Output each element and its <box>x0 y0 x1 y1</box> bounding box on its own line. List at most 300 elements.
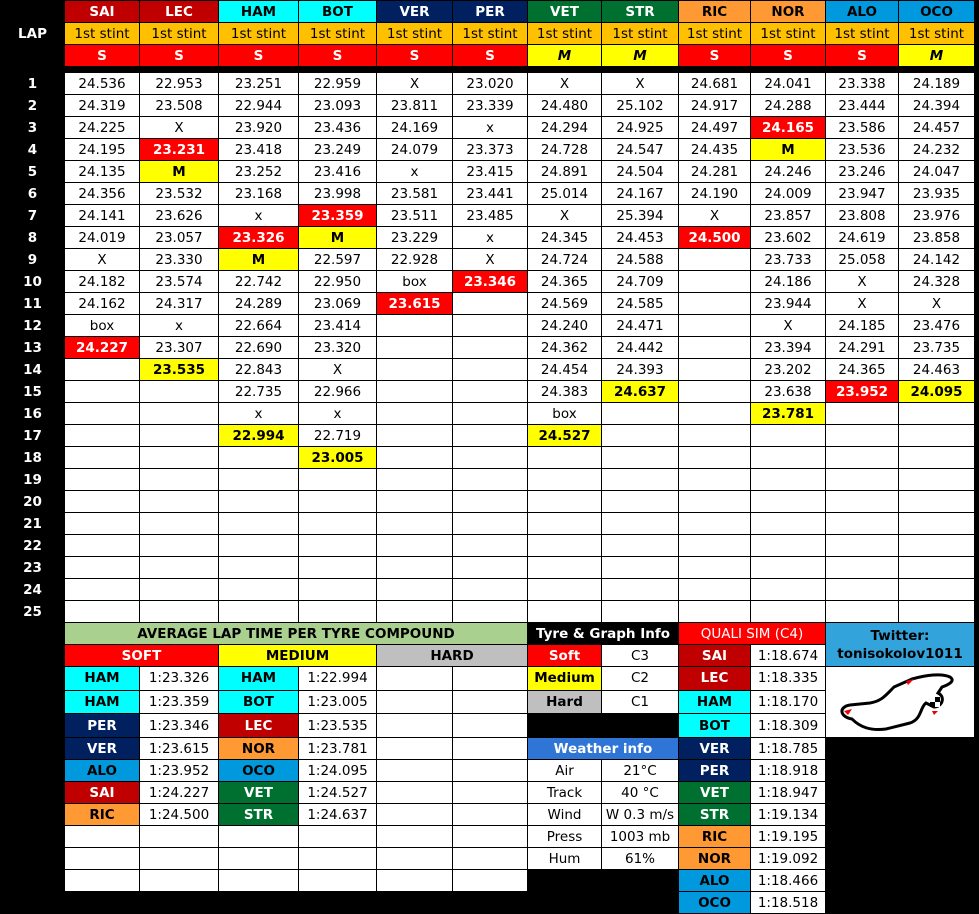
lap-time-cell: 24.547 <box>602 139 679 161</box>
lap-time-cell: 24.362 <box>528 337 602 359</box>
lap-time-cell <box>602 403 679 425</box>
lap-time-cell: 24.291 <box>826 337 899 359</box>
lap-time-cell <box>679 491 751 513</box>
lap-time-cell: X <box>528 205 602 227</box>
lap-time-cell: 24.135 <box>65 161 140 183</box>
driver-header: SAI <box>65 1 140 23</box>
lap-time-cell: 24.588 <box>602 249 679 271</box>
lap-number: 15 <box>1 381 65 403</box>
lap-time-cell <box>140 579 219 601</box>
lap-time-cell <box>377 579 453 601</box>
lap-time-cell: 23.781 <box>751 403 826 425</box>
circuit-map-icon <box>830 667 970 733</box>
avg-time: 1:23.781 <box>299 738 377 760</box>
lap-time-cell <box>377 601 453 623</box>
lap-row <box>1 381 975 403</box>
lap-time-cell: 24.435 <box>679 139 751 161</box>
driver-code: ALO <box>679 870 751 892</box>
lap-row <box>1 359 975 381</box>
lap-time-cell <box>679 513 751 535</box>
lap-time-cell <box>528 535 602 557</box>
lap-time-cell: 24.142 <box>899 249 975 271</box>
lap-time-cell: 24.724 <box>528 249 602 271</box>
weather-value: W 0.3 m/s <box>602 804 679 826</box>
lap-time-cell: 24.442 <box>602 337 679 359</box>
lap-time-cell: 24.165 <box>751 117 826 139</box>
lap-time-cell <box>602 601 679 623</box>
lap-time-cell <box>299 601 377 623</box>
lap-time-cell: x <box>377 161 453 183</box>
lap-time-cell: 23.020 <box>453 73 528 95</box>
lap-time-cell: 25.394 <box>602 205 679 227</box>
lap-time-cell: 25.102 <box>602 95 679 117</box>
lap-time-cell: 23.229 <box>377 227 453 249</box>
tyre-compound-badge: S <box>219 45 299 67</box>
lap-row <box>1 227 975 249</box>
lap-time-cell <box>826 447 899 469</box>
lap-time-cell: 23.508 <box>140 95 219 117</box>
lap-time-cell <box>299 491 377 513</box>
lap-time-cell <box>453 469 528 491</box>
lap-time-cell: 23.441 <box>453 183 528 205</box>
lap-time-cell <box>299 579 377 601</box>
lap-number: 16 <box>1 403 65 425</box>
lap-time-cell <box>377 513 453 535</box>
lap-time-cell: 23.057 <box>140 227 219 249</box>
lap-time-cell: X <box>140 117 219 139</box>
lap-time-cell: 24.289 <box>219 293 299 315</box>
lap-time-cell: 24.497 <box>679 117 751 139</box>
lap-time-cell <box>65 557 140 579</box>
lap-time-cell <box>826 513 899 535</box>
lap-time-cell <box>140 447 219 469</box>
lap-time-cell <box>899 469 975 491</box>
lap-time-cell <box>899 557 975 579</box>
driver-header: LEC <box>140 1 219 23</box>
lap-time-cell: 24.162 <box>65 293 140 315</box>
lap-time-cell: 23.416 <box>299 161 377 183</box>
lap-row <box>1 491 975 513</box>
lap-time-cell: 24.453 <box>602 227 679 249</box>
lap-number: 4 <box>1 139 65 161</box>
driver-code: BOT <box>679 714 751 738</box>
lap-number: 5 <box>1 161 65 183</box>
avg-time: 1:24.095 <box>299 760 377 782</box>
weather-value: 61% <box>602 848 679 870</box>
lap-number: 18 <box>1 447 65 469</box>
lap-time-cell <box>751 425 826 447</box>
driver-code: LEC <box>219 714 299 738</box>
quali-sim-title: QUALI SIM (C4) <box>679 623 826 645</box>
avg-time: 1:23.952 <box>140 760 219 782</box>
lap-time-cell: 24.527 <box>528 425 602 447</box>
lap-time-cell <box>377 359 453 381</box>
stint-label: 1st stint <box>377 23 453 45</box>
lap-time-cell <box>679 403 751 425</box>
avg-time: 1:23.346 <box>140 714 219 738</box>
lap-time-cell <box>453 491 528 513</box>
tyre-name: Hard <box>528 690 602 714</box>
lap-row <box>1 183 975 205</box>
lap-number: 1 <box>1 73 65 95</box>
lap-time-cell: 23.735 <box>899 337 975 359</box>
lap-time-cell <box>899 447 975 469</box>
lap-time-cell: 24.195 <box>65 139 140 161</box>
lap-time-cell <box>219 447 299 469</box>
quali-time: 1:18.518 <box>751 892 826 914</box>
lap-time-cell: 24.383 <box>528 381 602 403</box>
lap-time-cell <box>219 535 299 557</box>
lap-time-cell: 24.637 <box>602 381 679 403</box>
lap-time-cell <box>453 337 528 359</box>
lap-time-cell <box>219 491 299 513</box>
lap-time-cell: 23.251 <box>219 73 299 95</box>
lap-time-cell: 22.719 <box>299 425 377 447</box>
driver-code: HAM <box>219 667 299 691</box>
lap-time-cell: 23.414 <box>299 315 377 337</box>
lap-time-cell <box>453 293 528 315</box>
stint-label: 1st stint <box>826 23 899 45</box>
lap-time-cell <box>453 381 528 403</box>
tyre-compound-badge: S <box>299 45 377 67</box>
lap-row <box>1 139 975 161</box>
lap-row <box>1 601 975 623</box>
lap-time-cell <box>602 557 679 579</box>
lap-time-cell: 24.536 <box>65 73 140 95</box>
lap-time-cell: 23.581 <box>377 183 453 205</box>
lap-time-cell: 23.808 <box>826 205 899 227</box>
weather-label: Hum <box>528 848 602 870</box>
lap-time-cell <box>679 557 751 579</box>
lap-time-cell: 24.294 <box>528 117 602 139</box>
lap-time-cell: 23.415 <box>453 161 528 183</box>
lap-time-cell: 23.857 <box>751 205 826 227</box>
avg-time: 1:23.535 <box>299 714 377 738</box>
lap-column-header: LAP <box>1 1 65 67</box>
lap-time-cell: 24.585 <box>602 293 679 315</box>
lap-row <box>1 535 975 557</box>
lap-row <box>1 447 975 469</box>
lap-number: 19 <box>1 469 65 491</box>
lap-time-cell <box>299 513 377 535</box>
lap-time-cell <box>679 381 751 403</box>
soft-header: SOFT <box>65 645 219 667</box>
lap-time-cell <box>826 535 899 557</box>
lap-time-cell: 24.480 <box>528 95 602 117</box>
driver-code: VER <box>65 738 140 760</box>
lap-time-cell <box>528 557 602 579</box>
tyre-compound-badge: S <box>826 45 899 67</box>
lap-time-cell: box <box>528 403 602 425</box>
lap-time-cell: 23.418 <box>219 139 299 161</box>
lap-time-cell: x <box>219 403 299 425</box>
lap-time-cell: 22.953 <box>140 73 219 95</box>
driver-code: RIC <box>679 826 751 848</box>
lap-time-cell <box>140 601 219 623</box>
lap-time-cell: 23.535 <box>140 359 219 381</box>
lap-time-cell: 23.246 <box>826 161 899 183</box>
lap-time-cell <box>453 535 528 557</box>
stint-label: 1st stint <box>219 23 299 45</box>
lap-row <box>1 513 975 535</box>
lap-time-cell: 23.330 <box>140 249 219 271</box>
lap-time-cell <box>602 579 679 601</box>
lap-time-cell: 24.471 <box>602 315 679 337</box>
lap-time-cell <box>826 601 899 623</box>
lap-time-cell: 23.536 <box>826 139 899 161</box>
driver-header: VER <box>377 1 453 23</box>
tyre-name: Soft <box>528 645 602 667</box>
lap-time-cell <box>140 403 219 425</box>
lap-time-cell: 24.569 <box>528 293 602 315</box>
tyre-compound-badge: M <box>528 45 602 67</box>
lap-time-cell: X <box>679 205 751 227</box>
lap-time-cell <box>65 359 140 381</box>
driver-code: PER <box>679 760 751 782</box>
driver-code: NOR <box>219 738 299 760</box>
lap-time-cell: 23.511 <box>377 205 453 227</box>
lap-number: 8 <box>1 227 65 249</box>
lap-number: 12 <box>1 315 65 337</box>
lap-time-cell <box>140 425 219 447</box>
lap-time-cell: 24.095 <box>899 381 975 403</box>
lap-time-cell <box>899 403 975 425</box>
lap-time-cell <box>219 513 299 535</box>
lap-time-cell <box>377 315 453 337</box>
driver-code: HAM <box>65 667 140 691</box>
quali-time: 1:19.195 <box>751 826 826 848</box>
lap-time-cell <box>679 359 751 381</box>
lap-time-cell <box>751 469 826 491</box>
lap-time-cell <box>65 535 140 557</box>
lap-time-cell: 23.338 <box>826 73 899 95</box>
weather-label: Air <box>528 760 602 782</box>
lap-time-cell: 23.615 <box>377 293 453 315</box>
lap-time-cell: 22.950 <box>299 271 377 293</box>
lap-time-cell: 25.058 <box>826 249 899 271</box>
lap-time-cell <box>377 447 453 469</box>
lap-time-cell: 22.944 <box>219 95 299 117</box>
driver-code: SAI <box>65 782 140 804</box>
lap-row <box>1 293 975 315</box>
driver-header: RIC <box>679 1 751 23</box>
lap-number: 17 <box>1 425 65 447</box>
lap-time-cell: x <box>453 227 528 249</box>
lap-time-cell: 22.843 <box>219 359 299 381</box>
lap-time-cell: box <box>65 315 140 337</box>
tyre-info-title: Tyre & Graph Info <box>528 623 679 645</box>
lap-time-cell <box>751 535 826 557</box>
lap-time-cell <box>528 601 602 623</box>
lap-time-cell <box>602 491 679 513</box>
quali-time: 1:18.309 <box>751 714 826 738</box>
lap-time-cell <box>65 601 140 623</box>
lap-time-cell <box>453 601 528 623</box>
lap-time-cell <box>65 513 140 535</box>
lap-time-cell <box>602 513 679 535</box>
lap-time-cell <box>140 381 219 403</box>
lap-time-cell: 23.998 <box>299 183 377 205</box>
driver-code: HAM <box>679 690 751 714</box>
lap-time-cell <box>377 469 453 491</box>
lap-time-cell <box>65 381 140 403</box>
lap-row <box>1 425 975 447</box>
lap-time-cell <box>528 513 602 535</box>
driver-code: HAM <box>65 690 140 714</box>
stint-label: 1st stint <box>65 23 140 45</box>
lap-row <box>1 95 975 117</box>
lap-time-cell: X <box>751 315 826 337</box>
lap-time-cell: 24.189 <box>899 73 975 95</box>
lap-time-cell <box>679 425 751 447</box>
lap-time-cell <box>679 447 751 469</box>
lap-time-cell: 23.359 <box>299 205 377 227</box>
lap-time-cell: 22.664 <box>219 315 299 337</box>
driver-code: VET <box>679 782 751 804</box>
lap-time-cell: 24.019 <box>65 227 140 249</box>
lap-time-cell <box>377 337 453 359</box>
lap-time-cell <box>899 601 975 623</box>
lap-time-cell: x <box>140 315 219 337</box>
lap-time-cell <box>826 469 899 491</box>
stint-label: 1st stint <box>751 23 826 45</box>
lap-time-cell: box <box>377 271 453 293</box>
driver-code: SAI <box>679 645 751 667</box>
lap-time-cell: 23.602 <box>751 227 826 249</box>
lap-time-cell: 24.365 <box>826 359 899 381</box>
lap-time-cell: 24.619 <box>826 227 899 249</box>
lap-time-cell: 24.454 <box>528 359 602 381</box>
quali-time: 1:18.170 <box>751 690 826 714</box>
lap-time-cell: 25.014 <box>528 183 602 205</box>
lap-time-cell: 24.246 <box>751 161 826 183</box>
lap-time-cell: 24.917 <box>679 95 751 117</box>
medium-header: MEDIUM <box>219 645 377 667</box>
lap-time-cell <box>679 579 751 601</box>
lap-time-cell: 23.638 <box>751 381 826 403</box>
lap-time-cell: 23.005 <box>299 447 377 469</box>
lap-time-cell: 22.959 <box>299 73 377 95</box>
lap-time-cell <box>377 381 453 403</box>
lap-time-cell: 22.597 <box>299 249 377 271</box>
lap-time-cell: 24.891 <box>528 161 602 183</box>
lap-number: 24 <box>1 579 65 601</box>
driver-code: BOT <box>219 690 299 714</box>
lap-time-cell <box>751 601 826 623</box>
lap-row <box>1 557 975 579</box>
lap-time-cell: 24.457 <box>899 117 975 139</box>
lap-time-cell: 23.952 <box>826 381 899 403</box>
lap-time-cell: 23.532 <box>140 183 219 205</box>
lap-number: 2 <box>1 95 65 117</box>
lap-time-cell <box>453 513 528 535</box>
driver-code: STR <box>679 804 751 826</box>
weather-value: 40 °C <box>602 782 679 804</box>
lap-number: 22 <box>1 535 65 557</box>
lap-time-cell: M <box>219 249 299 271</box>
circuit-map <box>826 667 975 738</box>
lap-time-cell: 23.252 <box>219 161 299 183</box>
lap-time-cell <box>299 469 377 491</box>
lap-time-cell: 24.141 <box>65 205 140 227</box>
quali-time: 1:18.335 <box>751 667 826 691</box>
lap-time-cell <box>899 535 975 557</box>
lap-row <box>1 249 975 271</box>
driver-header: NOR <box>751 1 826 23</box>
lap-time-cell <box>528 579 602 601</box>
lap-time-cell <box>453 403 528 425</box>
lap-time-cell: 24.709 <box>602 271 679 293</box>
lap-time-cell <box>65 425 140 447</box>
lap-time-cell: 24.227 <box>65 337 140 359</box>
lap-time-cell: 23.944 <box>751 293 826 315</box>
weather-value: 1003 mb <box>602 826 679 848</box>
lap-time-cell: 23.444 <box>826 95 899 117</box>
lap-time-cell: 23.733 <box>751 249 826 271</box>
twitter-credit <box>826 623 975 667</box>
lap-time-cell <box>140 491 219 513</box>
lap-time-cell <box>679 601 751 623</box>
lap-time-cell: 24.317 <box>140 293 219 315</box>
lap-time-cell: X <box>602 73 679 95</box>
lap-time-cell <box>453 579 528 601</box>
lap-time-cell: 23.935 <box>899 183 975 205</box>
lap-time-cell: 24.319 <box>65 95 140 117</box>
lap-time-cell: M <box>140 161 219 183</box>
driver-code: VET <box>219 782 299 804</box>
lap-time-cell: 23.920 <box>219 117 299 139</box>
lap-time-cell: 24.328 <box>899 271 975 293</box>
tyre-compound-badge: S <box>140 45 219 67</box>
lap-time-cell <box>602 447 679 469</box>
lap-time-cell: 23.436 <box>299 117 377 139</box>
lap-time-cell <box>453 315 528 337</box>
avg-time: 1:23.615 <box>140 738 219 760</box>
lap-time-cell: 24.281 <box>679 161 751 183</box>
lap-time-cell: X <box>826 271 899 293</box>
tyre-name: Medium <box>528 667 602 691</box>
driver-code: PER <box>65 714 140 738</box>
lap-row <box>1 161 975 183</box>
lap-time-cell: 23.976 <box>899 205 975 227</box>
lap-time-cell <box>679 249 751 271</box>
lap-time-cell <box>528 491 602 513</box>
lap-time-cell <box>219 601 299 623</box>
weather-value: 21°C <box>602 760 679 782</box>
twitter-label: Twitter: <box>870 627 930 644</box>
lap-time-cell: X <box>65 249 140 271</box>
lap-time-cell: 23.093 <box>299 95 377 117</box>
lap-time-cell: 22.742 <box>219 271 299 293</box>
lap-time-cell <box>140 513 219 535</box>
stint-label: 1st stint <box>453 23 528 45</box>
lap-time-cell <box>299 557 377 579</box>
lap-time-cell <box>377 557 453 579</box>
lap-time-cell: 23.339 <box>453 95 528 117</box>
stint-label: 1st stint <box>140 23 219 45</box>
lap-time-cell: 24.186 <box>751 271 826 293</box>
lap-time-cell: 22.928 <box>377 249 453 271</box>
lap-time-cell: 24.463 <box>899 359 975 381</box>
lap-time-cell <box>679 535 751 557</box>
lap-time-cell <box>377 535 453 557</box>
driver-code: OCO <box>679 892 751 914</box>
lap-time-cell: 24.169 <box>377 117 453 139</box>
hard-header: HARD <box>377 645 528 667</box>
lap-time-cell: 24.500 <box>679 227 751 249</box>
lap-time-cell <box>751 557 826 579</box>
lap-time-cell <box>679 469 751 491</box>
